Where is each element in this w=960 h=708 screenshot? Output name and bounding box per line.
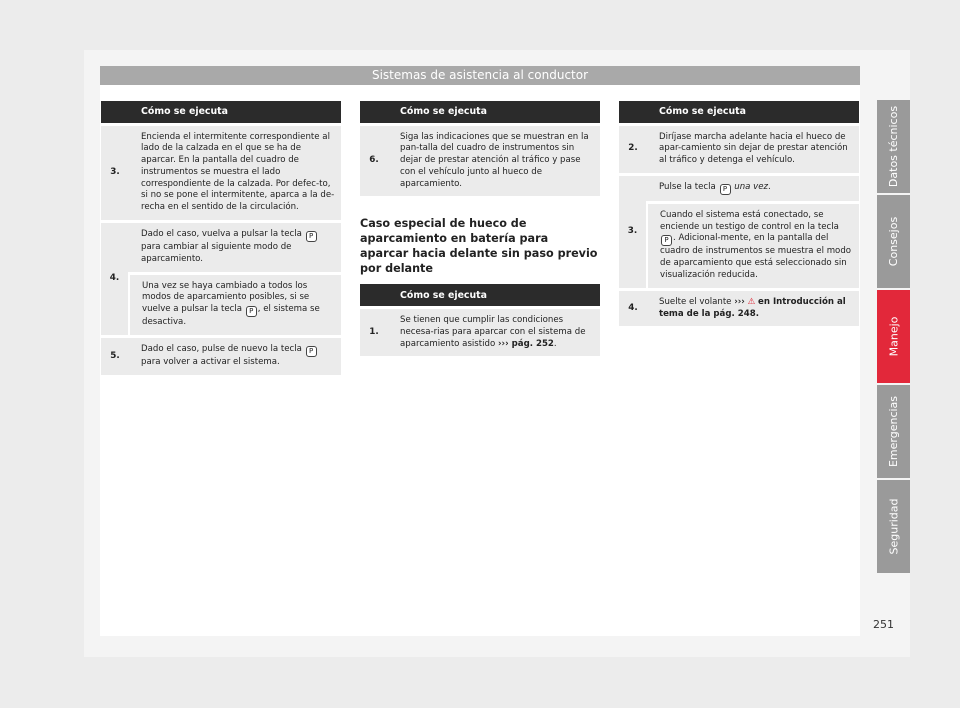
step-text: Siga las indicaciones que se muestran en la pan-talla del cuadro de instrumentos sin dejar de prestar atención al tráfico y pase con el vehículo junto al hueco de aparcamiento. [388,124,600,196]
page-header: Sistemas de asistencia al conductor [100,66,860,85]
table-row [360,307,600,356]
section-title: Caso especial de hueco de aparcamiento en batería para aparcar hacia delante sin paso previo por delante [360,217,598,276]
step-text: Suelte el volante ››› ⚠ en Introducción al tema de la pág. 248. [647,289,859,326]
page-reference-arrows[interactable]: ››› [734,296,745,307]
step-text: Dado el caso, pulse de nuevo la tecla P para volver a activar el sistema. [129,337,341,375]
table-row [619,174,859,202]
table-heading: Cómo se ejecuta [647,101,859,124]
column-1 [101,101,341,375]
page-reference[interactable]: ››› pág. 252 [498,338,554,349]
step-number: 6. [360,124,388,196]
table-row [619,289,859,326]
step-number: 5. [101,337,129,375]
chapter-tabs [877,100,910,575]
table-row [101,222,341,274]
table-row [101,337,341,375]
step-text: Se tienen que cumplir las condiciones necesa-rias para aparcar con el sistema de aparcamiento asistido ››› pág. 252. [388,307,600,356]
page-reference[interactable]: en Introducción al tema de la pág. 248 [659,296,846,319]
tab-datos-tecnicos[interactable]: Datos técnicos [877,100,910,193]
table-heading: Cómo se ejecuta [388,101,600,124]
park-key-icon: P [720,184,731,195]
tab-emergencias[interactable]: Emergencias [877,385,910,478]
step-text: Dado el caso, vuelva a pulsar la tecla P para cambiar al siguiente modo de aparcamiento. [129,222,341,274]
warning-icon: ⚠ [747,296,756,307]
step-number: 3. [101,124,129,222]
table-heading: Cómo se ejecuta [129,101,341,124]
table-heading: Cómo se ejecuta [388,284,600,307]
steps-table-2 [360,101,600,196]
steps-table-1 [101,101,341,375]
step-text: Encienda el intermitente correspondiente al lado de la calzada en el que se ha de aparcar. En la pantalla del cuadro de instrumentos se muestra el lado correspondiente de la calzada. Por defec-to, si no se pone el intermitente, aparca a la de-recha en el sentido de la circulación. [129,124,341,222]
step-number: 2. [619,124,647,174]
steps-table-3 [360,284,600,356]
step-number: 4. [619,289,647,326]
steps-table-4 [619,101,859,326]
column-2 [360,101,600,356]
step-number: 4. [101,222,129,337]
step-number: 3. [619,174,647,289]
table-row [619,124,859,174]
park-key-icon: P [306,346,317,357]
step-text: Una vez se haya cambiado a todos los modos de aparcamiento posibles, si se vuelve a pulsar la tecla P , el sistema se desactiva. [129,273,341,336]
step-text: Diríjase marcha adelante hacia el hueco de apar-camiento sin dejar de prestar atención al tráfico y detenga el vehículo. [647,124,859,174]
page-number: 251 [873,618,894,631]
tab-consejos[interactable]: Consejos [877,195,910,288]
tab-seguridad[interactable]: Seguridad [877,480,910,573]
table-row [101,273,341,336]
table-row [360,124,600,196]
column-3 [619,101,859,326]
tab-manejo[interactable]: Manejo [877,290,910,383]
park-key-icon: P [661,235,672,246]
step-text: Cuando el sistema está conectado, se enciende un testigo de control en la tecla P . Adicional-mente, en la pantalla del cuadro de instrumentos se muestra el modo de aparcamiento que está seleccionado sin visualización reducida. [647,202,859,289]
park-key-icon: P [246,306,257,317]
table-row [619,202,859,289]
step-text: Pulse la tecla P una vez. [647,174,859,202]
table-row [101,124,341,222]
park-key-icon: P [306,231,317,242]
step-number: 1. [360,307,388,356]
